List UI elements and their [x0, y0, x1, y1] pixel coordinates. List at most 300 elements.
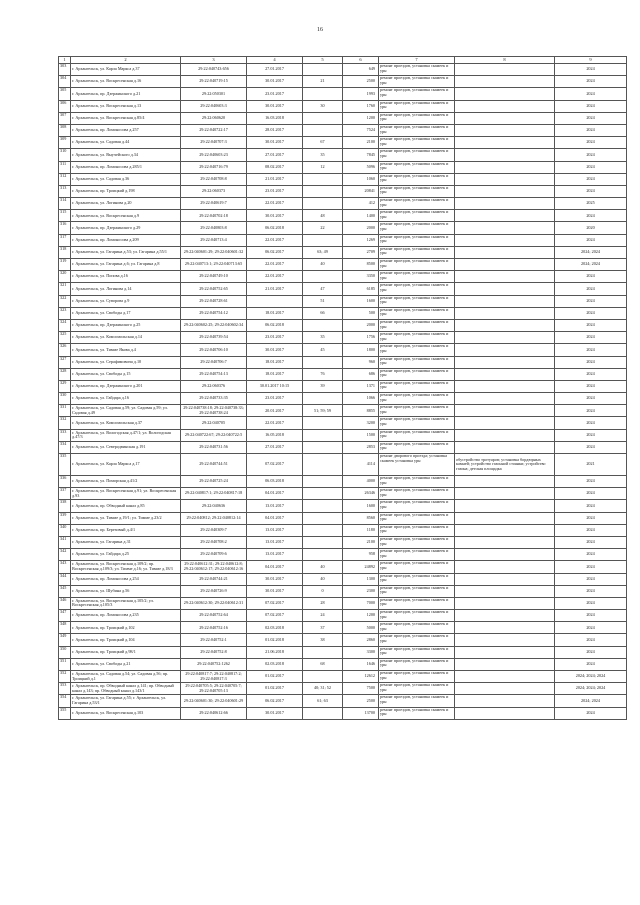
table-cell-col-5 [303, 512, 343, 524]
table-cell-col-9: 2024 [555, 210, 627, 222]
table-cell-col-1: 329 [59, 380, 71, 392]
table-cell-col-3: 29:22:040731:56 [181, 441, 247, 453]
table-cell-col-5: 38 [303, 634, 343, 646]
table-cell-col-3: 29:22:040743:656 [181, 64, 247, 76]
table-cell-col-4: 13.01.2017 [247, 524, 303, 536]
table-cell-col-3: 29:22:040708:2 [181, 536, 247, 548]
table-cell-col-4: 18.01.2017 [247, 368, 303, 380]
table-row [59, 137, 627, 149]
table-cell-col-7: ремонт проездов, установка скамеек и урн [379, 124, 455, 136]
table-cell-col-6: 1760 [343, 100, 379, 112]
table-cell-col-8 [455, 234, 555, 246]
table-cell-col-7: ремонт проездов, установка скамеек и урн [379, 634, 455, 646]
table-cell-col-6: 2100 [343, 536, 379, 548]
table-cell-col-8 [455, 622, 555, 634]
table-cell-col-5: 48 [303, 210, 343, 222]
table-cell-col-4: 20.01.2017 [247, 405, 303, 417]
table-cell-col-9: 2024 [555, 234, 627, 246]
table-cell-col-9: 2024 [555, 707, 627, 719]
table-cell-col-1: 335 [59, 454, 71, 476]
table-cell-col-8 [455, 597, 555, 609]
table-cell-col-4: 04.01.2017 [247, 561, 303, 573]
table-cell-col-1: 321 [59, 283, 71, 295]
table-cell-col-4: 16.05.2018 [247, 429, 303, 441]
table-cell-col-7: ремонт проездов, установка скамеек и урн [379, 137, 455, 149]
table-cell-col-3: 29:22:040719:15 [181, 76, 247, 88]
table-row [59, 76, 627, 88]
table-cell-col-7: ремонт проездов, установка скамеек и урн [379, 536, 455, 548]
table-cell-col-3: 29:22:040709:6 [181, 549, 247, 561]
table-cell-col-1: 345 [59, 585, 71, 597]
table-cell-col-3: 29:22:040612:66 [181, 707, 247, 719]
table-cell-col-9: 2024 [555, 344, 627, 356]
table-cell-col-3: 29:22:040817:1; 29:22:040817:18 [181, 488, 247, 500]
table-cell-col-2: г. Архангельск, пр. Дзержинского д.21 [71, 88, 181, 100]
table-cell-col-6: 2709 [343, 246, 379, 258]
table-cell-col-9: 2024 [555, 524, 627, 536]
page-number: 16 [317, 27, 323, 33]
table-cell-col-2: г. Архангельск, ул. Садовая д.59; ул. Садовая д.59; ул. Садовая д.49 [71, 405, 181, 417]
table-cell-col-9: 2024 [555, 488, 627, 500]
table-cell-col-5: 40 [303, 561, 343, 573]
table-cell-col-6: 7000 [343, 597, 379, 609]
table-cell-col-3: 29:22:040752:1 [181, 634, 247, 646]
table-cell-col-7: ремонт проездов, установка скамеек и урн [379, 64, 455, 76]
table-cell-col-5 [303, 393, 343, 405]
table-cell-col-2: г. Архангельск, ул. Воскресенская д.105/2; ул. Воскресенская д.105/3 [71, 597, 181, 609]
table-row [59, 585, 627, 597]
table-cell-col-8 [455, 259, 555, 271]
table-cell-col-7: ремонт проездов, установка скамеек и урн [379, 259, 455, 271]
table-cell-col-5: 21 [303, 76, 343, 88]
table-cell-col-8 [455, 488, 555, 500]
table-cell-col-4: 01.02.2017 [247, 671, 303, 683]
table-cell-col-8 [455, 173, 555, 185]
table-cell-col-4 [247, 295, 303, 307]
table-cell-col-8 [455, 429, 555, 441]
table-cell-col-7: ремонт проездов, установка скамеек и урн [379, 319, 455, 331]
table-cell-col-3: 29:22:040706:10 [181, 344, 247, 356]
table-cell-col-1: 331 [59, 405, 71, 417]
table-cell-col-3: 29:22:040752:8 [181, 646, 247, 658]
table-cell-col-6: 12612 [343, 671, 379, 683]
table-row [59, 246, 627, 258]
table-cell-col-4: 22.01.2017 [247, 417, 303, 429]
table-cell-col-2: г. Архангельск, ул. Комсомольская д.14 [71, 332, 181, 344]
table-cell-col-1: 308 [59, 124, 71, 136]
table-cell-col-1: 310 [59, 149, 71, 161]
table-cell-col-6: 2000 [343, 319, 379, 331]
table-cell-col-3: 29:22:040705:5; 29:22:040705:7; 29:22:040705:13 [181, 683, 247, 695]
table-cell-col-2: г. Архангельск, ул. Выучейского д.34 [71, 149, 181, 161]
table-cell-col-5: 39 [303, 380, 343, 392]
table-cell-col-8 [455, 137, 555, 149]
table-cell-col-3: 29:22:040752:65 [181, 283, 247, 295]
table-cell-col-1: 311 [59, 161, 71, 173]
table-row [59, 454, 627, 476]
table-cell-col-7: ремонт проездов, установка скамеек и урн [379, 683, 455, 695]
table-cell-col-8 [455, 88, 555, 100]
table-cell-col-8 [455, 393, 555, 405]
table-cell-col-2: г. Архангельск, ул. Садовая д.44 [71, 137, 181, 149]
table-cell-col-2: г. Архангельск, ул. Северодвинская д.191 [71, 441, 181, 453]
table-cell-col-9: 2024 [555, 64, 627, 76]
table-cell-col-1: 309 [59, 137, 71, 149]
table-row [59, 64, 627, 76]
table-cell-col-9: 2024 [555, 634, 627, 646]
table-cell-col-4: 30.01.2017 [247, 210, 303, 222]
table-cell-col-3: 29:22:060373 [181, 185, 247, 197]
table-cell-col-1: 343 [59, 561, 71, 573]
table-cell-col-2: г. Архангельск, ул. Воскресенская д.91; ул. Воскресенская д.93 [71, 488, 181, 500]
table-cell-col-8 [455, 332, 555, 344]
table-cell-col-5: 40; 31; 52 [303, 683, 343, 695]
table-cell-col-7: ремонт проездов, установка скамеек и урн [379, 161, 455, 173]
table-cell-col-4: 30.01.2017 [247, 573, 303, 585]
table-cell-col-2: г. Архангельск, пр. Ломоносова д.285/1 [71, 161, 181, 173]
table-cell-col-2: г. Архангельск, пр. Ломоносова д.209 [71, 234, 181, 246]
table-cell-col-8 [455, 476, 555, 488]
table-cell-col-4: 30.01.2017 10:15 [247, 380, 303, 392]
table-cell-col-8 [455, 512, 555, 524]
table-cell-col-4: 21.01.2017 [247, 283, 303, 295]
table-cell-col-8 [455, 307, 555, 319]
table-row [59, 259, 627, 271]
table-cell-col-2: г. Архангельск, пр. Обводный канал д.141; пр. Обводный канал д.143; пр. Обводный канал д.143/1 [71, 683, 181, 695]
table-cell-col-3: 29:22:040754:12 [181, 307, 247, 319]
table-cell-col-9: 2024 [555, 536, 627, 548]
table-cell-col-3: 29:22:040728:61 [181, 295, 247, 307]
table-cell-col-4: 04.01.2017 [247, 488, 303, 500]
table-cell-col-1: 319 [59, 259, 71, 271]
table-cell-col-2: г. Архангельск, пр. Троицкий д.198 [71, 185, 181, 197]
table-row [59, 597, 627, 609]
table-cell-col-2: г. Архангельск, ул. Воскресенская д.109/2; пр. Воскресенская д.109/3; ул. Тимме д.16; ул. Тимме д.18/3 [71, 561, 181, 573]
table-cell-col-2: г. Архангельск, ул. Суворова д.9 [71, 295, 181, 307]
table-cell-col-5: 12 [303, 161, 343, 173]
column-header-8: 8 [455, 57, 555, 64]
table-cell-col-9: 2024 [555, 405, 627, 417]
table-row [59, 441, 627, 453]
table-cell-col-2: г. Архангельск, ул. Карла Маркса д.17 [71, 454, 181, 476]
table-cell-col-7: ремонт проездов, установка скамеек и урн [379, 658, 455, 670]
table-header [59, 57, 627, 64]
table-cell-col-5 [303, 488, 343, 500]
table-cell-col-3: 29:22:060376 [181, 380, 247, 392]
table-cell-col-1: 344 [59, 573, 71, 585]
table-cell-col-9: 2024 [555, 112, 627, 124]
table-cell-col-5: 51 [303, 295, 343, 307]
table-cell-col-2: г. Архангельск, ул. Гайдара д.25 [71, 549, 181, 561]
table-cell-col-5 [303, 271, 343, 283]
table-cell-col-7: ремонт проездов, установка скамеек и урн [379, 585, 455, 597]
table-cell-col-9: 2025 [555, 198, 627, 210]
table-cell-col-9: 2024 [555, 271, 627, 283]
table-cell-col-2: г. Архангельск, пр. Ломоносова д.257 [71, 124, 181, 136]
table-cell-col-2: г. Архангельск, ул. Воскресенская д.9 [71, 210, 181, 222]
table-cell-col-8 [455, 161, 555, 173]
table-cell-col-5: 45 [303, 344, 343, 356]
table-cell-col-7: ремонт проездов, установка скамеек и урн [379, 234, 455, 246]
table-cell-col-8 [455, 246, 555, 258]
table-cell-col-4: 21.01.2017 [247, 173, 303, 185]
table-row [59, 549, 627, 561]
table-cell-col-6: 960 [343, 356, 379, 368]
table-cell-col-9: 2024 [555, 295, 627, 307]
table-row [59, 185, 627, 197]
table-cell-col-1: 325 [59, 332, 71, 344]
table-cell-col-3: 29:22:040812; 29:22:040812:14 [181, 512, 247, 524]
table-cell-col-8 [455, 524, 555, 536]
table-cell-col-4: 23.01.2017 [247, 332, 303, 344]
table-cell-col-3: 29:22:040733:35 [181, 393, 247, 405]
table-cell-col-1: 327 [59, 356, 71, 368]
table-row [59, 536, 627, 548]
table-cell-col-2: г. Архангельск, пр. Березовый д.4/1 [71, 524, 181, 536]
table-cell-col-6: 1060 [343, 173, 379, 185]
table-row [59, 88, 627, 100]
table-cell-col-7: ремонт проездов, установка скамеек и урн [379, 597, 455, 609]
table-cell-col-9: 2024 [555, 417, 627, 429]
table-cell-col-2: г. Архангельск, пр. Троицкий д.104 [71, 634, 181, 646]
table-cell-col-1: 333 [59, 429, 71, 441]
table-cell-col-4: 30.01.2017 [247, 100, 303, 112]
table-cell-col-8 [455, 64, 555, 76]
table-cell-col-6: 1066 [343, 393, 379, 405]
table-cell-col-9: 2024 [555, 149, 627, 161]
table-cell-col-6: 8560 [343, 512, 379, 524]
table-cell-col-4: 23.01.2017 [247, 88, 303, 100]
table-cell-col-6: 1500 [343, 429, 379, 441]
table-cell-col-7: ремонт проездов, установка скамеек и урн [379, 332, 455, 344]
table-cell-col-1: 316 [59, 222, 71, 234]
table-row [59, 476, 627, 488]
table-row [59, 332, 627, 344]
table-cell-col-5: 30 [303, 100, 343, 112]
table-cell-col-2: г. Архангельск, пр. Ломоносова д.254 [71, 573, 181, 585]
table-cell-col-6: 2860 [343, 634, 379, 646]
table-cell-col-3: 29:22:040754:13 [181, 368, 247, 380]
table-cell-col-6: 686 [343, 368, 379, 380]
table-cell-col-3: 29:22:040725:24 [181, 476, 247, 488]
table-cell-col-7: ремонт проездов, установка скамеек и урн [379, 283, 455, 295]
table-cell-col-5 [303, 185, 343, 197]
table-cell-col-9: 2021 [555, 454, 627, 476]
table-cell-col-7: ремонт проездов, установка скамеек и урн [379, 671, 455, 683]
table-cell-col-6: 7845 [343, 149, 379, 161]
table-row [59, 417, 627, 429]
table-cell-col-9: 2024 [555, 646, 627, 658]
table-cell-col-7: ремонт проездов, установка скамеек и урн [379, 524, 455, 536]
table-cell-col-7: ремонт проездов, установка скамеек и урн [379, 368, 455, 380]
table-cell-col-4: 30.01.2017 [247, 76, 303, 88]
table-row [59, 234, 627, 246]
table-cell-col-7: ремонт проездов, установка скамеек и урн [379, 185, 455, 197]
table-cell-col-1: 332 [59, 417, 71, 429]
table-row [59, 380, 627, 392]
table-cell-col-8 [455, 149, 555, 161]
table-cell-col-5 [303, 429, 343, 441]
table-cell-col-3: 29:22:040713:1; 29:22:040713:65 [181, 259, 247, 271]
table-cell-col-9: 2024 [555, 356, 627, 368]
table-cell-col-7: ремонт проездов, установка скамеек и урн [379, 112, 455, 124]
column-header-1: 1 [59, 57, 71, 64]
table-row [59, 344, 627, 356]
table-cell-col-4: 22.01.2017 [247, 234, 303, 246]
table-cell-col-8 [455, 671, 555, 683]
table-cell-col-7: ремонт проездов, установка скамеек и урн [379, 88, 455, 100]
table-cell-col-5 [303, 88, 343, 100]
table-cell-col-4: 13.01.2017 [247, 549, 303, 561]
table-cell-col-2: г. Архангельск, ул. Гагарина д.6; ул. Гагарина д.8 [71, 259, 181, 271]
table-cell-col-1: 303 [59, 64, 71, 76]
table-cell-col-8 [455, 319, 555, 331]
table-cell-col-3: 29:22:040612:30; 29:22:040612:31 [181, 597, 247, 609]
table-row [59, 173, 627, 185]
table-cell-col-4: 06.02.2018 [247, 222, 303, 234]
table-cell-col-4: 27.01.2017 [247, 64, 303, 76]
table-cell-col-4: 07.02.2017 [247, 610, 303, 622]
table-body [59, 64, 627, 720]
table-cell-col-6: 1200 [343, 112, 379, 124]
table-cell-col-4: 02.03.2018 [247, 658, 303, 670]
column-header-5: 5 [303, 57, 343, 64]
table-cell-col-2: г. Архангельск, ул. Логинова д.20 [71, 198, 181, 210]
table-cell-col-2: г. Архангельск, ул. Гагарина д.31 [71, 536, 181, 548]
table-cell-col-1: 304 [59, 76, 71, 88]
table-cell-col-2: г. Архангельск, пр. Троицкий д.98/1 [71, 646, 181, 658]
table-cell-col-1: 314 [59, 198, 71, 210]
table-cell-col-5: 35 [303, 332, 343, 344]
table-cell-col-7: ремонт проездов, установка скамеек и урн [379, 271, 455, 283]
table-row [59, 646, 627, 658]
table-row [59, 634, 627, 646]
table-cell-col-3: 29:22:050301 [181, 88, 247, 100]
table-cell-col-9: 2024 [555, 561, 627, 573]
table-cell-col-6: 1300 [343, 573, 379, 585]
table-cell-col-5: 66 [303, 307, 343, 319]
table-cell-col-4: 06.02.2017 [247, 246, 303, 258]
table-cell-col-6: 649 [343, 64, 379, 76]
table-cell-col-2: г. Архангельск, пр. Троицкий д.102 [71, 622, 181, 634]
register-table [58, 56, 627, 720]
table-cell-col-8 [455, 441, 555, 453]
table-cell-col-6: 8855 [343, 405, 379, 417]
table-cell-col-6: 4000 [343, 476, 379, 488]
table-cell-col-4: 21.06.2018 [247, 646, 303, 658]
table-cell-col-8 [455, 549, 555, 561]
table-cell-col-7: ремонт проездов, установка скамеек и урн [379, 622, 455, 634]
table-cell-col-9: 2024 [555, 332, 627, 344]
table-cell-col-7: ремонт проездов, установка скамеек и урн [379, 561, 455, 573]
table-row [59, 658, 627, 670]
table-cell-col-7: ремонт проездов, установка скамеек и урн [379, 149, 455, 161]
table-cell-col-6: 1756 [343, 332, 379, 344]
table-cell-col-9: 2024; 2024; 2024 [555, 683, 627, 695]
table-cell-col-5 [303, 500, 343, 512]
table-cell-col-8 [455, 185, 555, 197]
table-cell-col-7: ремонт проездов, установка скамеек и урн [379, 344, 455, 356]
table-cell-col-2: г. Архангельск, ул. Гайдара д.16 [71, 393, 181, 405]
table-cell-col-2: г. Архангельск, пр. Дзержинского д.25 [71, 319, 181, 331]
table-row [59, 283, 627, 295]
table-cell-col-2: г. Архангельск, ул. Гагарина д.55; г. Архангельск, ул. Гагарина д.53/1 [71, 695, 181, 707]
table-cell-col-1: 305 [59, 88, 71, 100]
table-cell-col-4: 22.01.2017 [247, 259, 303, 271]
table-cell-col-7: ремонт проездов, установка скамеек и урн [379, 573, 455, 585]
table-cell-col-1: 338 [59, 500, 71, 512]
table-row [59, 512, 627, 524]
table-row [59, 319, 627, 331]
table-cell-col-8 [455, 585, 555, 597]
table-cell-col-2: г. Архангельск, пр. Дзержинского д.201 [71, 380, 181, 392]
table-cell-col-7: ремонт проездов, установка скамеек и урн [379, 76, 455, 88]
table-cell-col-3: 29:22:040601:30; 29:22:040601:29 [181, 695, 247, 707]
table-cell-col-6: 1600 [343, 295, 379, 307]
table-row [59, 561, 627, 573]
table-cell-col-3: 29:22:040738:18; 29:22:040738:33; 29:22:040738:24 [181, 405, 247, 417]
table-cell-col-9: 2024 [555, 283, 627, 295]
table-cell-col-8 [455, 695, 555, 707]
table-cell-col-3: 29:22:040749:10 [181, 271, 247, 283]
table-cell-col-6: 24892 [343, 561, 379, 573]
table-cell-col-5 [303, 173, 343, 185]
table-cell-col-3: 29:22:040602:25; 29:22:040602:34 [181, 319, 247, 331]
table-cell-col-7: ремонт проездов, установка скамеек и урн [379, 405, 455, 417]
table-cell-col-7: ремонт проездов, установка скамеек и урн [379, 476, 455, 488]
table-cell-col-1: 354 [59, 695, 71, 707]
table-cell-col-2: г. Архангельск, ул. Серафимовича д.10 [71, 356, 181, 368]
table-cell-col-2: г. Архангельск, ул. Тимме д.19/1; ул. Тимме д.23/2 [71, 512, 181, 524]
table-cell-col-1: 337 [59, 488, 71, 500]
table-cell-col-9: 2024 [555, 124, 627, 136]
table-cell-col-3: 29:22:040707:3 [181, 137, 247, 149]
table-cell-col-4: 04.01.2017 [247, 512, 303, 524]
table-cell-col-5: 76 [303, 368, 343, 380]
table-cell-col-9: 2024 [555, 380, 627, 392]
table-cell-col-6: 3200 [343, 417, 379, 429]
table-cell-col-4: 27.01.2017 [247, 441, 303, 453]
table-row [59, 149, 627, 161]
table-cell-col-5 [303, 198, 343, 210]
table-cell-col-9: 2024 [555, 185, 627, 197]
table-cell-col-2: г. Архангельск, ул. Садовая д.36 [71, 173, 181, 185]
table-cell-col-5: 40 [303, 573, 343, 585]
table-cell-col-9: 2024 [555, 319, 627, 331]
table-cell-col-1: 324 [59, 319, 71, 331]
table-cell-col-8 [455, 283, 555, 295]
table-cell-col-5 [303, 441, 343, 453]
table-cell-col-7: ремонт проездов, установка скамеек и урн [379, 646, 455, 658]
table-cell-col-3: 29:22:040722:67; 29:22:040722:5 [181, 429, 247, 441]
table-cell-col-8 [455, 658, 555, 670]
table-cell-col-5 [303, 356, 343, 368]
table-cell-col-5 [303, 707, 343, 719]
table-cell-col-4: 22.01.2017 [247, 198, 303, 210]
table-cell-col-3: 29:22:040601:29; 29:22:040601:32 [181, 246, 247, 258]
table-row [59, 124, 627, 136]
table-cell-col-2: г. Архангельск, ул. Тимме Якова д.4 [71, 344, 181, 356]
table-cell-col-7: ремонт проездов, установка скамеек и урн [379, 100, 455, 112]
table-row [59, 112, 627, 124]
table-cell-col-5: 63; 49 [303, 246, 343, 258]
table-cell-col-3: 29:22:040612:31; 29:22:040612:8; 29:22:040612:17; 29:22:040612:16 [181, 561, 247, 573]
table-cell-col-1: 350 [59, 646, 71, 658]
table-cell-col-5: 22 [303, 222, 343, 234]
table-cell-col-6: 1600 [343, 500, 379, 512]
table-cell-col-9: 2024 [555, 597, 627, 609]
table-cell-col-1: 317 [59, 234, 71, 246]
